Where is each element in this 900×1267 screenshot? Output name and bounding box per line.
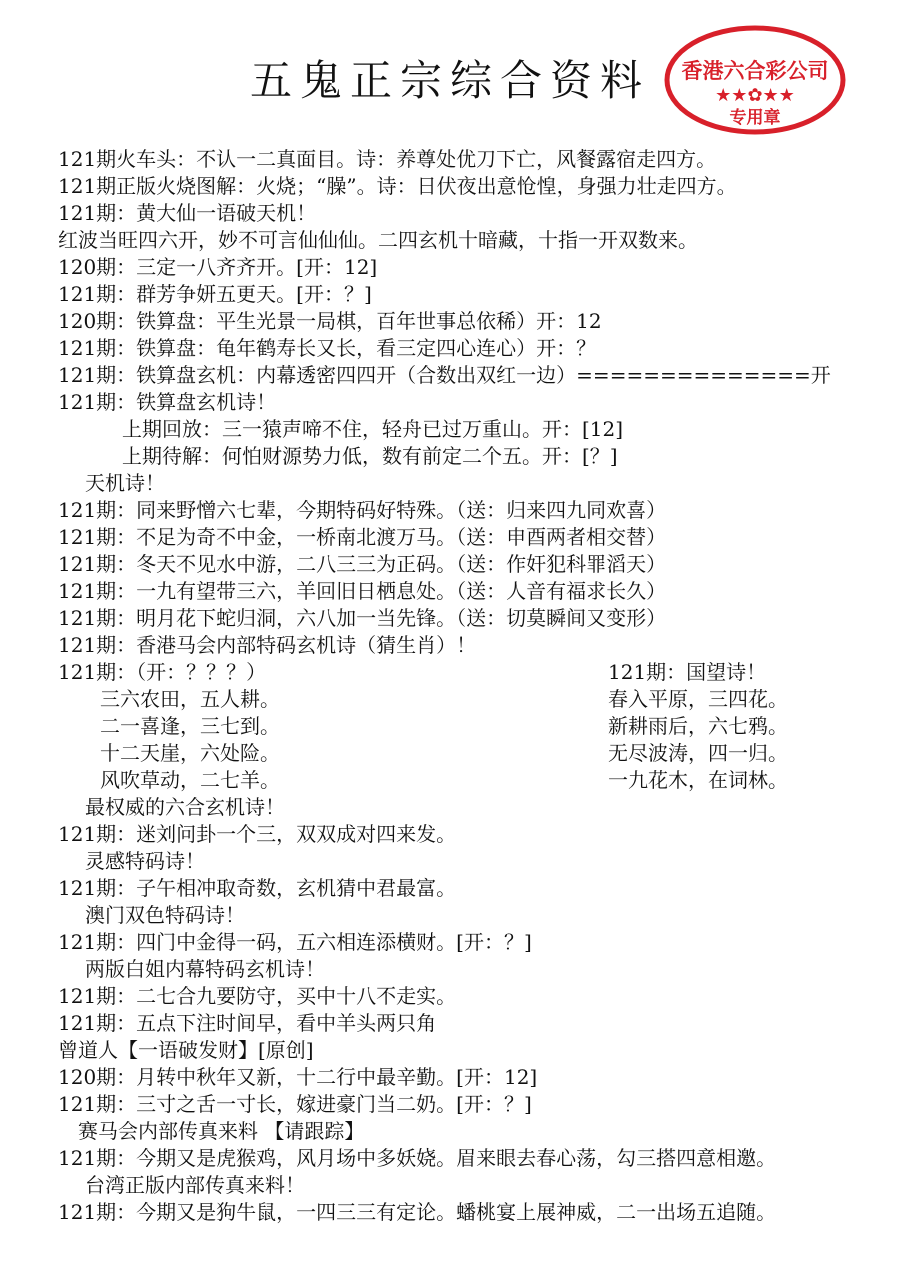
text-line: 121期：铁算盘：龟年鹤寿长又长，看三定四心连心）开：？	[58, 336, 597, 360]
text-line: 121期：（开：？？？）	[58, 660, 267, 684]
seal-company-text: 香港六合彩公司	[681, 59, 829, 83]
text-line: 曾道人【一语破发财】[原创]	[58, 1038, 314, 1062]
text-line: 121期：群芳争妍五更天。[开：？]	[58, 282, 372, 306]
text-line: 121期火车头：不认一二真面目。诗：养尊处优刀下亡，风餐露宿走四方。	[58, 147, 717, 171]
section-heading: 最权威的六合玄机诗！	[85, 795, 285, 819]
text-line: 121期：今期又是虎猴鸡，风月场中多妖娆。眉来眼去春心荡，勾三搭四意相邀。	[58, 1146, 777, 1170]
section-heading: 赛马会内部传真来料 【请跟踪】	[78, 1119, 365, 1143]
text-line: 121期：一九有望带三六，羊回旧日栖息处。（送：人音有福求长久）	[58, 579, 667, 603]
text-line: 红波当旺四六开，妙不可言仙仙仙。二四玄机十暗藏，十指一开双数来。	[58, 228, 698, 252]
seal-stars: ★★✿★★	[715, 85, 795, 106]
text-line: 121期：冬天不见水中游，二八三三为正码。（送：作奸犯科罪滔天）	[58, 552, 667, 576]
text-line: 上期待解：何怕财源势力低，数有前定二个五。开：[？]	[122, 444, 618, 468]
text-line: 121期：二七合九要防守，买中十八不走实。	[58, 984, 457, 1008]
text-line: 121期：铁算盘玄机：内幕透密四四开（合数出双红一边）==============开	[58, 363, 831, 387]
text-line: 121期：黄大仙一语破天机！	[58, 201, 317, 225]
section-heading: 两版白姐内幕特码玄机诗！	[85, 957, 325, 981]
text-line: 121期：五点下注时间早，看中羊头两只角	[58, 1011, 437, 1035]
text-line: 121期正版火烧图解：火烧；“臊”。诗：日伏夜出意怆惶，身强力壮走四方。	[58, 174, 737, 198]
text-line: 120期：三定一八齐齐开。[开：12]	[58, 255, 378, 279]
page-title: 五鬼正宗综合资料	[249, 56, 650, 105]
text-line: 121期：明月花下蛇归洞，六八加一当先锋。（送：切莫瞬间又变形）	[58, 606, 667, 630]
section-heading: 澳门双色特码诗！	[85, 903, 245, 927]
poem-line: 风吹草动，二七羊。	[100, 768, 280, 792]
text-line: 121期：三寸之舌一寸长，嫁进豪门当二奶。[开：？]	[58, 1092, 532, 1116]
right-poem-line: 新耕雨后，六七鸦。	[608, 714, 788, 738]
text-line: 121期：同来野憎六七辈，今期特码好特殊。（送：归来四九同欢喜）	[58, 498, 667, 522]
text-line: 121期：不足为奇不中金，一桥南北渡万马。（送：申酉两者相交替）	[58, 525, 667, 549]
company-seal	[663, 24, 847, 136]
text-line: 121期：四门中金得一码，五六相连添横财。[开：？]	[58, 930, 532, 954]
section-heading: 台湾正版内部传真来料！	[85, 1173, 305, 1197]
right-poem-title: 121期：国望诗！	[608, 660, 767, 684]
poem-line: 二一喜逢，三七到。	[100, 714, 280, 738]
section-heading: 灵感特码诗！	[85, 849, 205, 873]
text-line: 121期：今期又是狗牛鼠，一四三三有定论。蟠桃宴上展神威，二一出场五追随。	[58, 1200, 777, 1224]
section-heading: 天机诗！	[85, 471, 165, 495]
text-line: 121期：香港马会内部特码玄机诗（猜生肖）！	[58, 633, 477, 657]
right-poem-line: 一九花木，在词林。	[608, 768, 788, 792]
poem-line: 十二天崖，六处险。	[100, 741, 280, 765]
right-poem-line: 春入平原，三四花。	[608, 687, 788, 711]
text-line: 120期：铁算盘：平生光景一局棋，百年世事总依稀）开：12	[58, 309, 602, 333]
text-line: 上期回放：三一猿声啼不住，轻舟已过万重山。开：[12]	[122, 417, 624, 441]
text-line: 120期：月转中秋年又新，十二行中最辛勤。[开：12]	[58, 1065, 538, 1089]
right-poem-line: 无尽波涛，四一归。	[608, 741, 788, 765]
poem-line: 三六农田，五人耕。	[100, 687, 280, 711]
text-line: 121期：迷刘问卦一个三，双双成对四来发。	[58, 822, 457, 846]
text-line: 121期：子午相冲取奇数，玄机猜中君最富。	[58, 876, 457, 900]
seal-subtitle-text: 专用章	[729, 108, 781, 128]
text-line: 121期：铁算盘玄机诗！	[58, 390, 277, 414]
